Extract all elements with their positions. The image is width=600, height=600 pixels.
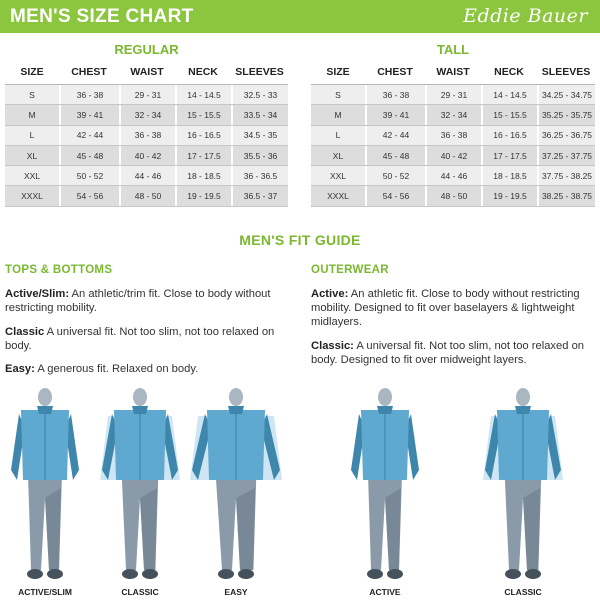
table-cell: S: [311, 85, 365, 104]
page-title: MEN'S SIZE CHART: [10, 6, 194, 27]
table-cell: 40 - 42: [119, 146, 175, 165]
table-cell: 36.25 - 36.75: [537, 126, 595, 145]
fit-figure: [186, 388, 286, 583]
table-cell: XXL: [311, 166, 365, 185]
column-header: SLEEVES: [541, 66, 591, 78]
table-cell: 38.25 - 38.75: [537, 186, 595, 205]
table-row: [311, 166, 595, 186]
table-row: [311, 105, 595, 125]
fit-term: Active:: [311, 288, 349, 300]
table-cell: 35.5 - 36: [231, 146, 288, 165]
table-row: [5, 146, 288, 166]
table-cell: 44 - 46: [119, 166, 175, 185]
fit-figure: [473, 388, 573, 583]
table-cell: 14 - 14.5: [175, 85, 231, 104]
table-cell: 37.25 - 37.75: [537, 146, 595, 165]
table-cell: 54 - 56: [59, 186, 119, 205]
fit-figure-label: ACTIVE: [369, 587, 401, 597]
fit-figure-label: CLASSIC: [504, 587, 542, 597]
fit-term: Easy:: [5, 363, 35, 375]
regular-table-title: REGULAR: [114, 42, 179, 57]
table-cell: 48 - 50: [425, 186, 481, 205]
fit-figure-label: ACTIVE/SLIM: [18, 587, 72, 597]
table-cell: 42 - 44: [59, 126, 119, 145]
table-cell: 45 - 48: [59, 146, 119, 165]
table-row: [5, 126, 288, 146]
column-header: SLEEVES: [235, 66, 284, 78]
fit-desc: An athletic/trim fit. Close to body without restricting mobility.: [5, 288, 271, 314]
column-header: CHEST: [377, 66, 413, 78]
table-cell: 29 - 31: [119, 85, 175, 104]
column-header: SIZE: [326, 66, 350, 78]
fit-figure: [335, 388, 435, 583]
table-row: [311, 85, 595, 105]
fit-desc-classic: [5, 325, 295, 353]
fit-desc: A generous fit. Relaxed on body.: [34, 363, 199, 375]
table-cell: 50 - 52: [59, 166, 119, 185]
tops-bottoms-title: TOPS & BOTTOMS: [5, 264, 113, 276]
table-cell: 34.5 - 35: [231, 126, 288, 145]
column-header: NECK: [188, 66, 218, 78]
table-header: [311, 62, 595, 82]
table-cell: 36 - 38: [425, 126, 481, 145]
table-cell: 32 - 34: [119, 105, 175, 124]
fit-figure: [90, 388, 190, 583]
table-cell: XXL: [5, 166, 59, 185]
table-cell: 16 - 16.5: [175, 126, 231, 145]
fit-figure: [0, 388, 95, 583]
table-row: [311, 126, 595, 146]
fit-desc-easy: [5, 362, 290, 376]
table-cell: 14 - 14.5: [481, 85, 537, 104]
table-cell: 39 - 41: [59, 105, 119, 124]
table-cell: 39 - 41: [365, 105, 425, 124]
table-cell: 16 - 16.5: [481, 126, 537, 145]
table-cell: 48 - 50: [119, 186, 175, 205]
table-cell: 42 - 44: [365, 126, 425, 145]
header-banner: [0, 0, 600, 33]
tall-table-title: TALL: [436, 42, 470, 57]
table-cell: 17 - 17.5: [481, 146, 537, 165]
table-cell: 17 - 17.5: [175, 146, 231, 165]
table-cell: 18 - 18.5: [175, 166, 231, 185]
table-row: [5, 85, 288, 105]
fit-desc-active: [311, 287, 595, 329]
fit-term: Classic: [5, 326, 45, 338]
table-cell: 15 - 15.5: [481, 105, 537, 124]
table-cell: L: [5, 126, 59, 145]
table-cell: XXXL: [5, 186, 59, 205]
table-cell: 36 - 38: [119, 126, 175, 145]
table-cell: 33.5 - 34: [231, 105, 288, 124]
table-row: [311, 186, 595, 206]
table-cell: 45 - 48: [365, 146, 425, 165]
table-cell: XXXL: [311, 186, 365, 205]
table-cell: 36.5 - 37: [231, 186, 288, 205]
table-cell: 15 - 15.5: [175, 105, 231, 124]
fit-desc-active-slim: [5, 287, 290, 315]
table-cell: 32.5 - 33: [231, 85, 288, 104]
table-cell: 19 - 19.5: [481, 186, 537, 205]
table-cell: 29 - 31: [425, 85, 481, 104]
table-cell: 32 - 34: [425, 105, 481, 124]
tall-size-table: [311, 62, 595, 207]
table-cell: 35.25 - 35.75: [537, 105, 595, 124]
regular-size-table: [5, 62, 288, 207]
table-cell: 36 - 38: [59, 85, 119, 104]
table-cell: M: [311, 105, 365, 124]
column-header: CHEST: [71, 66, 107, 78]
table-row: [5, 166, 288, 186]
outerwear-title: OUTERWEAR: [311, 264, 389, 276]
table-cell: 36 - 36.5: [231, 166, 288, 185]
table-cell: M: [5, 105, 59, 124]
table-cell: 40 - 42: [425, 146, 481, 165]
table-cell: 37.75 - 38.25: [537, 166, 595, 185]
fit-desc: An athletic fit. Close to body without restricting mobility. Designed to fit over baselayers & lightweight midlayers.: [311, 288, 580, 328]
fit-figure-label: CLASSIC: [121, 587, 159, 597]
table-cell: L: [311, 126, 365, 145]
table-cell: 34.25 - 34.75: [537, 85, 595, 104]
table-row: [5, 105, 288, 125]
table-cell: 50 - 52: [365, 166, 425, 185]
table-cell: S: [5, 85, 59, 104]
table-header: [5, 62, 288, 82]
table-cell: 36 - 38: [365, 85, 425, 104]
fit-desc: A universal fit. Not too slim, not too relaxed on body.: [5, 326, 275, 352]
table-cell: XL: [311, 146, 365, 165]
table-cell: 44 - 46: [425, 166, 481, 185]
fit-desc: A universal fit. Not too slim, not too relaxed on body. Designed to fit over midweight layers.: [311, 340, 585, 366]
table-cell: XL: [5, 146, 59, 165]
column-header: WAIST: [130, 66, 164, 78]
fit-term: Active/Slim:: [5, 288, 70, 300]
table-cell: 54 - 56: [365, 186, 425, 205]
table-cell: 18 - 18.5: [481, 166, 537, 185]
brand-logo: Eddie Bauer: [463, 5, 588, 27]
table-row: [5, 186, 288, 206]
table-cell: 19 - 19.5: [175, 186, 231, 205]
fit-guide-title: MEN'S FIT GUIDE: [239, 232, 361, 248]
column-header: WAIST: [436, 66, 470, 78]
fit-term: Classic:: [311, 340, 354, 352]
column-header: NECK: [494, 66, 524, 78]
fit-figure-label: EASY: [224, 587, 248, 597]
fit-desc-outerwear-classic: [311, 339, 595, 367]
table-row: [311, 146, 595, 166]
column-header: SIZE: [20, 66, 44, 78]
